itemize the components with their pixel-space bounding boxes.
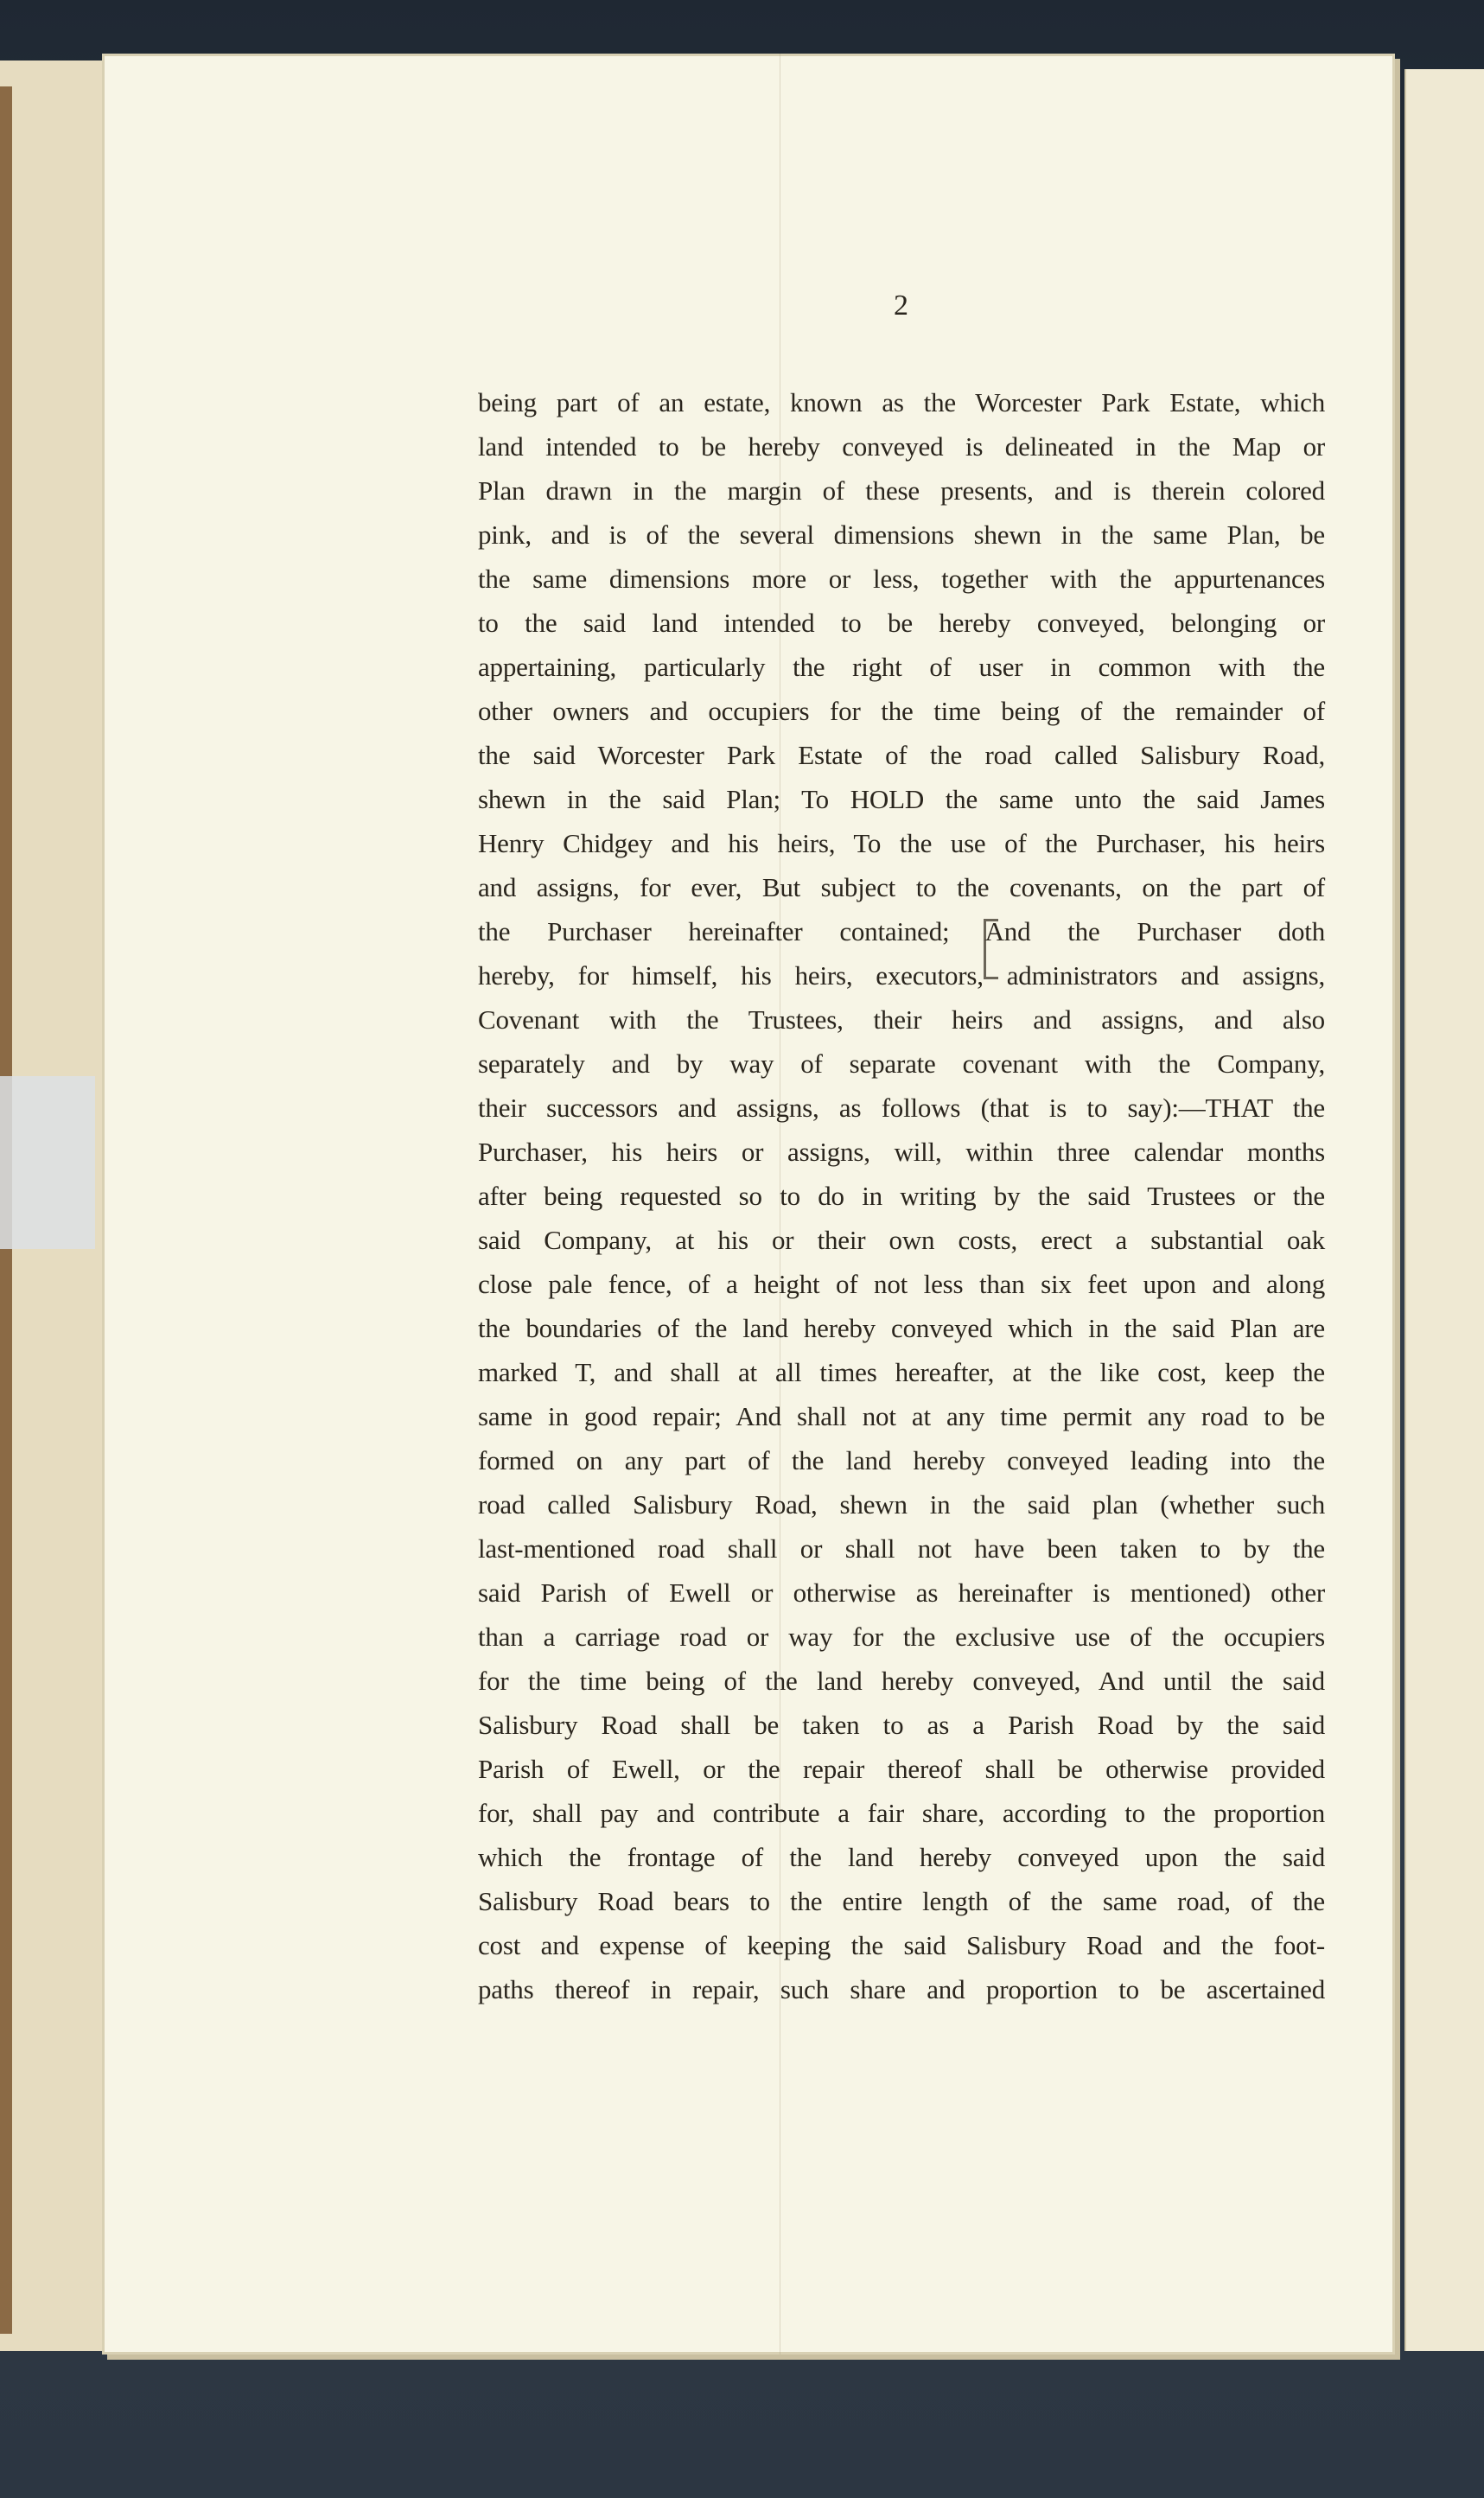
text-line: the same dimensions more or less, together with the appurtenances — [478, 564, 1325, 594]
text-line: separately and by way of separate covenant with the Company, — [478, 1048, 1325, 1079]
text-line: Purchaser, his heirs or assigns, will, within three calendar months — [478, 1137, 1325, 1167]
text-line: Salisbury Road shall be taken to as a Parish Road by the said — [478, 1710, 1325, 1740]
text-line: to the said land intended to be hereby conveyed, belonging or — [478, 608, 1325, 638]
text-line: after being requested so to do in writing by the said Trustees or the — [478, 1181, 1325, 1211]
text-line: the Purchaser hereinafter contained; And the Purchaser doth — [478, 916, 1325, 946]
text-line: for, shall pay and contribute a fair share, according to the proportion — [478, 1798, 1325, 1828]
text-line: paths thereof in repair, such share and proportion to be ascertained — [478, 1974, 1325, 2004]
text-line: being part of an estate, known as the Worcester Park Estate, which — [478, 387, 1325, 417]
text-line: pink, and is of the several dimensions shewn in the same Plan, be — [478, 519, 1325, 550]
text-line: Covenant with the Trustees, their heirs and assigns, and also — [478, 1004, 1325, 1035]
text-line: Parish of Ewell, or the repair thereof shall be otherwise provided — [478, 1754, 1325, 1784]
text-line: Plan drawn in the margin of these presents, and is therein colored — [478, 475, 1325, 506]
text-line: appertaining, particularly the right of user in common with the — [478, 652, 1325, 682]
text-line: for the time being of the land hereby conveyed, And until the said — [478, 1666, 1325, 1696]
text-line: Henry Chidgey and his heirs, To the use of the Purchaser, his heirs — [478, 828, 1325, 858]
text-line: and assigns, for ever, But subject to the covenants, on the part of — [478, 872, 1325, 902]
text-line: which the frontage of the land hereby conveyed upon the said — [478, 1842, 1325, 1872]
text-line: last-mentioned road shall or shall not have been taken to by the — [478, 1533, 1325, 1564]
document-body-text — [478, 380, 1325, 2011]
text-line: shewn in the said Plan; To HOLD the same unto the said James — [478, 784, 1325, 814]
text-line: other owners and occupiers for the time being of the remainder of — [478, 696, 1325, 726]
text-line: the said Worcester Park Estate of the road called Salisbury Road, — [478, 740, 1325, 770]
text-line: cost and expense of keeping the said Salisbury Road and the foot- — [478, 1930, 1325, 1960]
text-line: than a carriage road or way for the exclusive use of the occupiers — [478, 1622, 1325, 1652]
text-line: road called Salisbury Road, shewn in the said plan (whether such — [478, 1489, 1325, 1520]
text-line: land intended to be hereby conveyed is delineated in the Map or — [478, 431, 1325, 462]
text-line: hereby, for himself, his heirs, executors, administrators and assigns, — [478, 960, 1325, 991]
text-line: marked T, and shall at all times hereafter, at the like cost, keep the — [478, 1357, 1325, 1387]
text-line: Salisbury Road bears to the entire length of the same road, of the — [478, 1886, 1325, 1916]
text-line: same in good repair; And shall not at any time permit any road to be — [478, 1401, 1325, 1431]
text-line: formed on any part of the land hereby conveyed leading into the — [478, 1445, 1325, 1475]
text-line: said Parish of Ewell or otherwise as hereinafter is mentioned) other — [478, 1577, 1325, 1608]
text-line: their successors and assigns, as follows (that is to say):—THAT the — [478, 1093, 1325, 1123]
text-line: close pale fence, of a height of not less than six feet upon and along — [478, 1269, 1325, 1299]
text-line: said Company, at his or their own costs, erect a substantial oak — [478, 1225, 1325, 1255]
next-page-edge — [1404, 69, 1484, 2351]
repair-tape — [0, 1076, 95, 1249]
text-line: the boundaries of the land hereby conveyed which in the said Plan are — [478, 1313, 1325, 1343]
page-number: 2 — [894, 290, 908, 322]
